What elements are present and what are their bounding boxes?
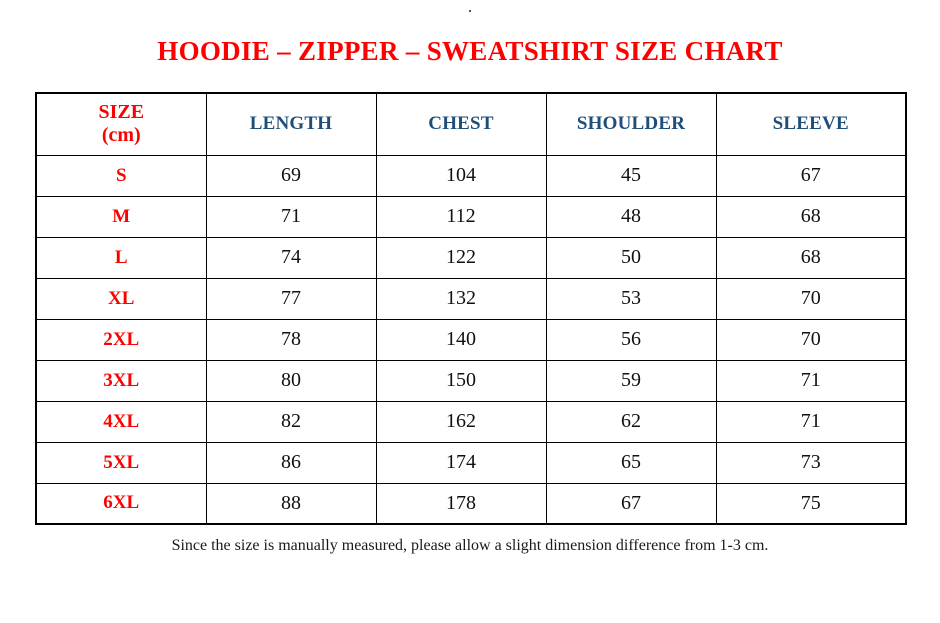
- sleeve-value: 67: [716, 155, 906, 196]
- length-value: 82: [206, 401, 376, 442]
- sleeve-value: 75: [716, 483, 906, 524]
- table-row: [36, 360, 906, 401]
- chest-value: 112: [376, 196, 546, 237]
- top-period-mark: .: [468, 0, 472, 15]
- shoulder-value: 50: [546, 237, 716, 278]
- size-header-line1: SIZE: [98, 101, 145, 124]
- table-row: [36, 442, 906, 483]
- header-cell-shoulder: SHOULDER: [546, 93, 716, 155]
- size-label: L: [36, 237, 206, 278]
- size-label: 4XL: [36, 401, 206, 442]
- sleeve-value: 70: [716, 278, 906, 319]
- size-label: XL: [36, 278, 206, 319]
- size-label: 5XL: [36, 442, 206, 483]
- sleeve-value: 71: [716, 360, 906, 401]
- chest-value: 140: [376, 319, 546, 360]
- table-row: [36, 483, 906, 524]
- table-row: [36, 278, 906, 319]
- shoulder-value: 53: [546, 278, 716, 319]
- size-label: M: [36, 196, 206, 237]
- length-value: 80: [206, 360, 376, 401]
- length-value: 88: [206, 483, 376, 524]
- header-cell-length: LENGTH: [206, 93, 376, 155]
- table-row: [36, 155, 906, 196]
- chest-value: 162: [376, 401, 546, 442]
- chest-value: 132: [376, 278, 546, 319]
- shoulder-value: 62: [546, 401, 716, 442]
- length-value: 71: [206, 196, 376, 237]
- size-label: 2XL: [36, 319, 206, 360]
- size-chart-table: [35, 92, 907, 525]
- size-header-line2: (cm): [101, 124, 141, 147]
- length-value: 78: [206, 319, 376, 360]
- size-label: 3XL: [36, 360, 206, 401]
- length-value: 77: [206, 278, 376, 319]
- header-cell-chest: CHEST: [376, 93, 546, 155]
- header-row: [36, 93, 906, 155]
- shoulder-value: 48: [546, 196, 716, 237]
- chest-value: 174: [376, 442, 546, 483]
- shoulder-value: 67: [546, 483, 716, 524]
- shoulder-value: 56: [546, 319, 716, 360]
- table-row: [36, 237, 906, 278]
- length-value: 86: [206, 442, 376, 483]
- table-row: [36, 319, 906, 360]
- shoulder-value: 59: [546, 360, 716, 401]
- table-row: [36, 401, 906, 442]
- chest-value: 122: [376, 237, 546, 278]
- table-row: [36, 196, 906, 237]
- sleeve-value: 68: [716, 196, 906, 237]
- length-value: 69: [206, 155, 376, 196]
- chest-value: 150: [376, 360, 546, 401]
- shoulder-value: 45: [546, 155, 716, 196]
- chest-value: 178: [376, 483, 546, 524]
- shoulder-value: 65: [546, 442, 716, 483]
- length-value: 74: [206, 237, 376, 278]
- sleeve-value: 68: [716, 237, 906, 278]
- size-label: S: [36, 155, 206, 196]
- sleeve-value: 70: [716, 319, 906, 360]
- sleeve-value: 73: [716, 442, 906, 483]
- header-cell-size: [36, 93, 206, 155]
- chest-value: 104: [376, 155, 546, 196]
- header-cell-sleeve: SLEEVE: [716, 93, 906, 155]
- sleeve-value: 71: [716, 401, 906, 442]
- page-title: HOODIE – ZIPPER – SWEATSHIRT SIZE CHART: [157, 36, 783, 66]
- footer-note: Since the size is manually measured, please allow a slight dimension difference from 1-3 cm.: [171, 537, 769, 554]
- size-label: 6XL: [36, 483, 206, 524]
